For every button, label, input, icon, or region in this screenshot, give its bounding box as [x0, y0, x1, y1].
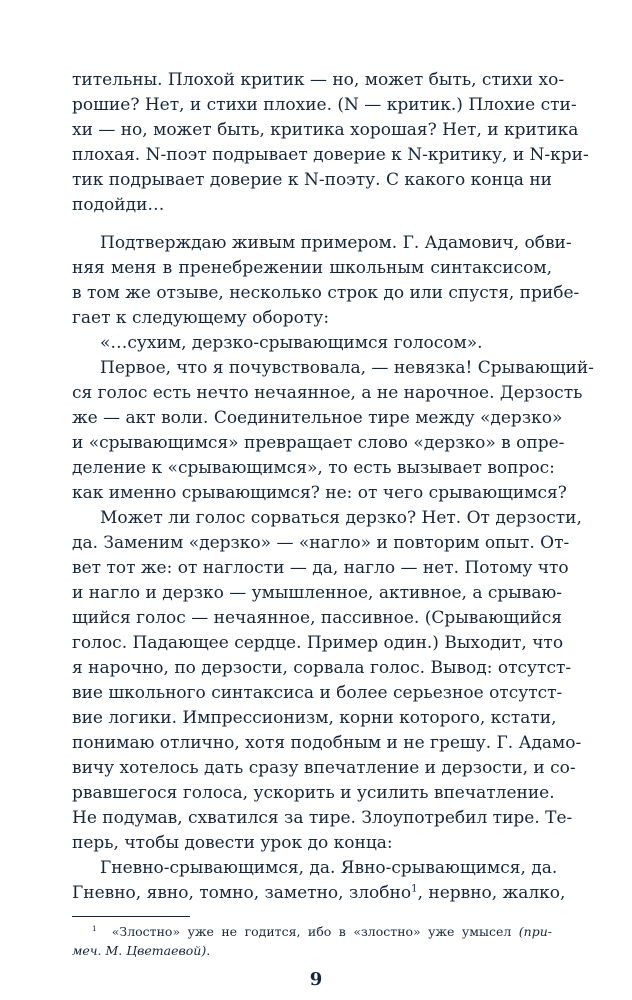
text-line: же — акт воли. Соединительное тире между «дерзко»: [72, 408, 563, 428]
text-line: Не подумав, схватился за тире. Злоупотребил тире. Те-: [72, 808, 573, 828]
text-line: няя меня в пренебрежении школьным синтаксисом,: [72, 258, 552, 278]
text-line: подойди…: [72, 195, 165, 215]
footnote-text: «Злостно» уже не годится, ибо в «злостно» уже умысел: [111, 924, 519, 939]
text-line: рвавшегося голоса, ускорить и усилить впечатление.: [72, 783, 555, 803]
text-line: вие школьного синтаксиса и более серьезное отсутст-: [72, 683, 563, 703]
text-segment: , нервно, жалко,: [417, 883, 566, 903]
page-number: 9: [309, 969, 323, 990]
text-line: хи — но, может быть, критика хорошая? Нет, и критика: [72, 120, 579, 140]
text-line: вичу хотелось дать сразу впечатление и дерзости, и со-: [72, 758, 576, 778]
text-segment: Гневно, явно, томно, заметно, злобно: [72, 883, 412, 903]
text-line: деление к «срывающимся», то есть вызывает вопрос:: [72, 458, 555, 478]
text-line: я нарочно, по дерзости, сорвала голос. Вывод: отсутст-: [72, 658, 572, 678]
text-line: Подтверждаю живым примером. Г. Адамович, обви-: [100, 233, 572, 253]
text-line: Первое, что я почувствовала, — невязка! Срывающий-: [100, 358, 594, 378]
quote-line: «…сухим, дерзко-срывающимся голосом».: [100, 333, 483, 353]
text-line: да. Заменим «дерзко» — «нагло» и повторим опыт. От-: [72, 533, 570, 553]
footnote-ref[interactable]: 1: [411, 883, 418, 895]
text-line: плохая. N-поэт подрывает доверие к N-критику, и N-кри-: [72, 145, 589, 165]
footnote-italic: меч. М. Цветаевой): [72, 943, 207, 958]
text-line: гает к следующему обороту:: [72, 308, 330, 328]
text-line: тик подрывает доверие к N-поэту. С какого конца ни: [72, 170, 552, 190]
footnote-line: [92, 922, 552, 941]
text-line: рошие? Нет, и стихи плохие. (N — критик.) Плохие сти-: [72, 95, 577, 115]
text-line: вие логики. Импрессионизм, корни которого, кстати,: [72, 708, 557, 728]
text-line: Гневно-срывающимся, да. Явно-срывающимся, да.: [100, 858, 558, 878]
footnote-marker: 1: [92, 923, 97, 933]
text-line: и «срывающимся» превращает слово «дерзко» в опре-: [72, 433, 565, 453]
footnote-text: .: [206, 943, 211, 958]
text-line: тительны. Плохой критик — но, может быть, стихи хо-: [72, 70, 565, 90]
text-line: как именно срывающимся? не: от чего срывающимся?: [72, 483, 567, 503]
text-line: щийся голос — нечаянное, пассивное. (Срывающийся: [72, 608, 562, 628]
footnote-italic: (при-: [518, 924, 552, 939]
text-line: голос. Падающее сердце. Пример один.) Выходит, что: [72, 633, 564, 653]
text-line: перь, чтобы довести урок до конца:: [72, 833, 393, 853]
text-line: вет тот же: от наглости — да, нагло — нет. Потому что: [72, 558, 569, 578]
footnote-rule: [72, 916, 190, 917]
text-line: в том же отзыве, несколько строк до или спустя, прибе-: [72, 283, 580, 303]
footnote-line: [72, 941, 552, 960]
text-line: Может ли голос сорваться дерзко? Нет. От дерзости,: [100, 508, 582, 528]
text-line: [72, 881, 566, 905]
text-line: ся голос есть нечто нечаянное, а не нарочное. Дерзость: [72, 383, 583, 403]
text-line: понимаю отлично, хотя подобным и не грешу. Г. Адамо-: [72, 733, 582, 753]
text-line: и нагло и дерзко — умышленное, активное, а срываю-: [72, 583, 563, 603]
